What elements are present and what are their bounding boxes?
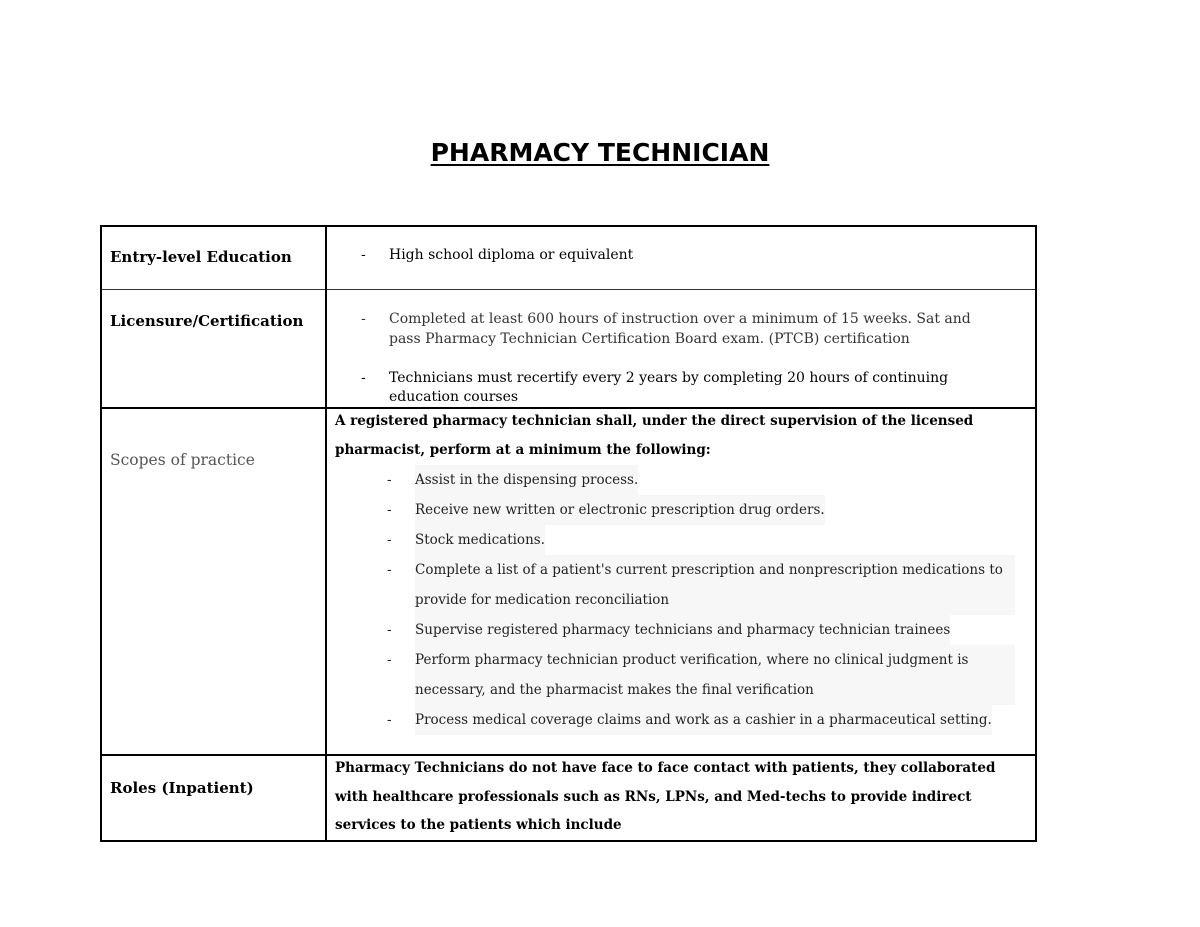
label-cell-education [101,226,326,290]
bullet-dash: - [387,502,392,518]
licensure-item-text: Technicians must recertify every 2 years by completing 20 hours of continuing education courses [389,370,949,405]
education-item-text: High school diploma or equivalent [389,247,634,263]
licensure-item-text: Completed at least 600 hours of instruction over a minimum of 15 weeks. Sat and pass Pharmacy Technician Certification Board exam. (PTCB) certification [389,311,971,347]
list-item [327,310,1035,349]
list-item [387,465,1015,495]
content-cell-licensure [326,290,1036,409]
bullet-dash: - [361,311,366,327]
label-cell-licensure [101,290,326,409]
page-title: PHARMACY TECHNICIAN [430,138,770,167]
scope-item-text: Complete a list of a patient's current prescription and nonprescription medications to provide for medication reconciliation [415,555,1015,615]
row-label-education: Entry-level Education [110,248,292,266]
bullet-dash: - [361,247,366,263]
list-item [387,555,1015,615]
bullet-dash: - [361,370,366,386]
bullet-dash: - [387,622,392,638]
scope-list [327,465,1035,735]
scope-item-text: Perform pharmacy technician product verification, where no clinical judgment is necessary, and the pharmacist makes the final verification [415,645,1015,705]
bullet-dash: - [387,652,392,668]
table-row-licensure [101,290,1036,409]
table-row-scope [101,408,1036,755]
scope-item-text: Assist in the dispensing process. [415,465,638,495]
list-item [387,645,1015,705]
label-cell-roles [101,755,326,841]
list-item [387,615,1015,645]
content-cell-education [326,226,1036,290]
bullet-dash: - [387,472,392,488]
scope-item-text: Receive new written or electronic prescription drug orders. [415,495,825,525]
info-table [100,225,1037,842]
list-item [387,705,1015,735]
roles-text: Pharmacy Technicians do not have face to face contact with patients, they collaborated with healthcare professionals such as RNs, LPNs, and Med-techs to provide indirect services to the patients which include [335,760,996,833]
table-row-education [101,226,1036,290]
scope-item-text: Supervise registered pharmacy technicians and pharmacy technician trainees [415,615,950,645]
scope-intro: A registered pharmacy technician shall, under the direct supervision of the licensed pharmacist, perform at a minimum the following: [335,413,974,458]
table-row-roles [101,755,1036,841]
list-item [327,247,1035,263]
list-item [387,525,1015,555]
row-label-scope: Scopes of practice [110,451,255,469]
list-item [327,369,1035,407]
bullet-dash: - [387,562,392,578]
list-item [387,495,1015,525]
row-label-licensure: Licensure/Certification [110,312,304,330]
bullet-dash: - [387,532,392,548]
bullet-dash: - [387,712,392,728]
scope-item-text: Stock medications. [415,525,545,555]
scope-item-text: Process medical coverage claims and work as a cashier in a pharmaceutical setting. [415,705,992,735]
row-label-roles: Roles (Inpatient) [110,779,254,797]
content-cell-scope [326,408,1036,755]
content-cell-roles [326,755,1036,841]
label-cell-scope [101,408,326,755]
